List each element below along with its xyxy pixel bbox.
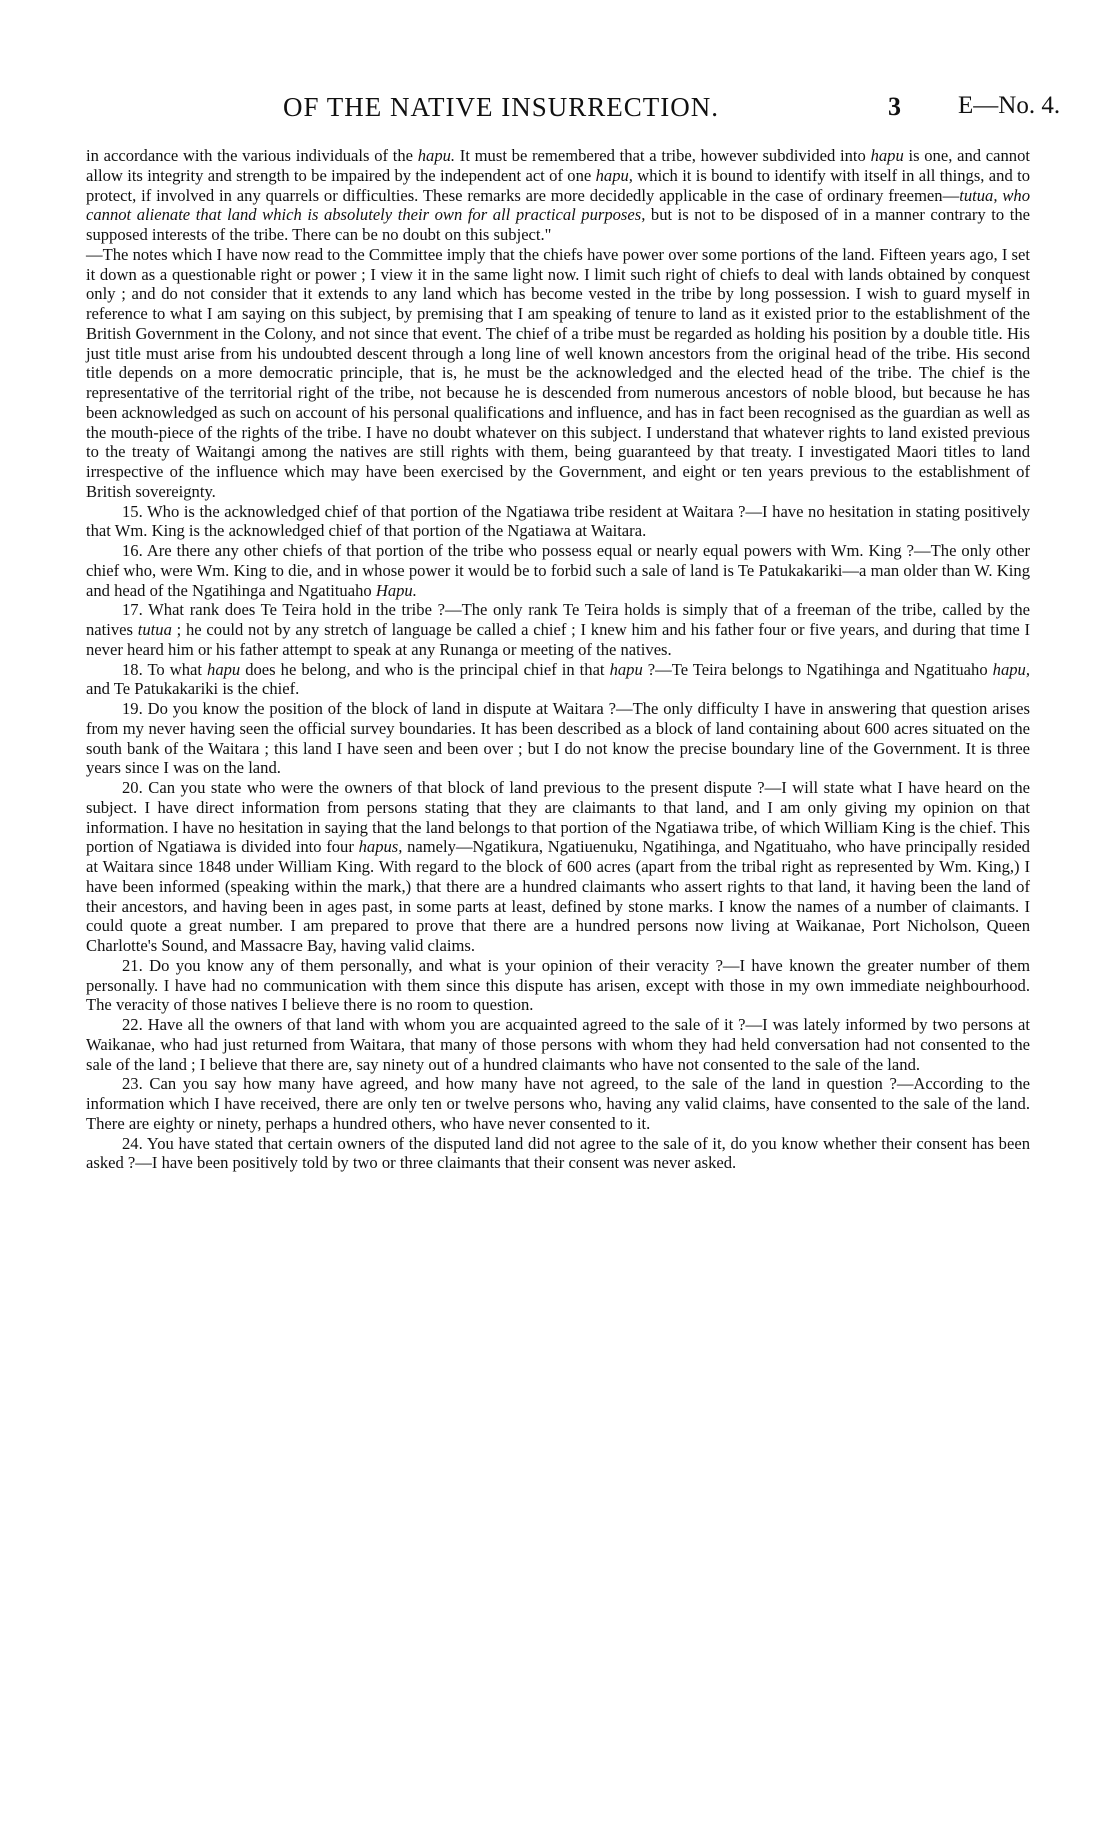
text-run: ; he could not by any stretch of language be called a chief ; I knew him and his father four or five years, and during that time I never heard him or his father attempt to speak at any Runanga or meeting of the natives. bbox=[86, 620, 1030, 659]
italic-text: hapu bbox=[870, 146, 904, 165]
italic-text: hapu, bbox=[992, 659, 1030, 679]
italic-text: hapu, bbox=[595, 165, 633, 185]
italic-text: hapus, bbox=[358, 837, 403, 857]
paragraph bbox=[86, 699, 1030, 778]
text-run: 21. Do you know any of them personally, and what is your opinion of their veracity ?—I have known the greater number of them personally. I have had no communication with them since this dispute has arisen, except with those in my own immediate neighbourhood. The veracity of those natives I believe there is no room to question. bbox=[86, 955, 1030, 1015]
text-run: is one, and cannot allow its integrity and strength to be impaired by the independent act of one bbox=[86, 146, 1030, 185]
text-run: which it is bound to identify with itself in all things, and to protect, if involved in any quarrels or difficulties. These remarks are more decidedly applicable in the case of ordinary freemen— bbox=[86, 165, 1030, 205]
paragraph bbox=[86, 1074, 1030, 1133]
text-run: 24. You have stated that certain owners of the disputed land did not agree to the sale of it, do you know whether their consent has been asked ?—I have been positively told by two or three claimants that their consent was never asked. bbox=[86, 1133, 1030, 1173]
text-run: ?—Te Teira belongs to Ngatihinga and Ngatituaho bbox=[642, 659, 993, 679]
text-run: 15. Who is the acknowledged chief of that portion of the Ngatiawa tribe resident at Waitara ?—I have no hesitation in stating positively that Wm. King is the acknowledged chief of that portion of the Ngatiawa at Waitara. bbox=[86, 501, 1030, 541]
italic-text: hapu bbox=[207, 659, 241, 679]
italic-text: hapu. bbox=[417, 146, 456, 165]
paragraph bbox=[86, 600, 1030, 659]
paragraph bbox=[86, 1015, 1030, 1074]
page-number: 3 bbox=[888, 92, 901, 121]
text-run: does he belong, and who is the principal chief in that bbox=[240, 659, 610, 679]
text-run: It must be remembered that a tribe, however subdivided into bbox=[455, 146, 871, 165]
paragraph bbox=[86, 502, 1030, 542]
paragraph bbox=[86, 146, 1030, 245]
text-run: 16. Are there any other chiefs of that portion of the tribe who possess equal or nearly equal powers with Wm. King ?—The only other chief who, were Wm. King to die, and in whose power it would be to forbid such a sale of land is Te Patukakariki—a man older than W. King and head of the Ngatihinga and Ngatituaho bbox=[86, 541, 1030, 600]
paragraph bbox=[86, 541, 1030, 600]
body-text bbox=[86, 146, 1030, 1173]
text-run: 22. Have all the owners of that land with whom you are acquainted agreed to the sale of it ?—I was lately informed by two persons at Waikanae, who had just returned from Waitara, that many of those persons with whom they had held conversation had not consented to the sale of the land ; I believe that there are, say ninety out of a hundred claimants who have not consented to the sale of the land. bbox=[86, 1015, 1030, 1074]
document-reference: E—No. 4. bbox=[958, 92, 1061, 119]
paragraph bbox=[86, 1134, 1030, 1174]
italic-text: hapu bbox=[609, 659, 643, 679]
text-run: 19. Do you know the position of the block of land in dispute at Waitara ?—The only difficulty I have in answering that question arises from my never having seen the official survey boundaries. It has been described as a block of land containing about 600 acres situated on the south bank of the Waitara ; this land I have seen and been over ; but I do not know the precise boundary line of the Government. It is three years since I was on the land. bbox=[86, 699, 1030, 778]
italic-text: tutua bbox=[137, 620, 172, 639]
text-run: 20. Can you state who were the owners of that block of land previous to the present dispute ?—I will state what I have heard on the subject. I have direct information from persons stating that they are claimants to that land, and I am only giving my opinion on that information. I have no hesitation in saying that the land belongs to that portion of the Ngatiawa tribe, of which William King is the chief. This portion of Ngatiawa is divided into four bbox=[86, 778, 1030, 857]
text-run: namely—Ngatikura, Ngatiuenuku, Ngatihinga, and Ngatituaho, who have principally resided at Waitara since 1848 under William King. With regard to the block of 600 acres (apart from the tribal right as represented by Wm. King,) I have been informed (speaking within the mark,) that there are a hundred claimants who assert rights to that land, it having been the land of their ancestors, and having been in ages past, in some parts at least, defined by stone marks. I know the names of a number of claimants. I could quote a great number. I am prepared to prove that there are a hundred persons now living at Waikanae, Port Nicholson, Queen Charlotte's Sound, and Massacre Bay, having valid claims. bbox=[86, 837, 1030, 955]
paragraph bbox=[86, 956, 1030, 1015]
page-header bbox=[0, 92, 1114, 132]
text-run: but is not to be disposed of in a manner contrary to the supposed interests of the tribe. There can be no doubt on this subject." bbox=[86, 205, 1030, 244]
paragraph bbox=[86, 778, 1030, 956]
running-title: OF THE NATIVE INSURRECTION. bbox=[283, 92, 719, 122]
text-run: 17. What rank does Te Teira hold in the tribe ?—The only rank Te Teira holds is simply that of a freeman of the tribe, called by the natives bbox=[86, 600, 1030, 639]
text-run: and Te Patukakariki is the chief. bbox=[86, 679, 300, 699]
paragraph bbox=[86, 660, 1030, 700]
italic-text: Hapu. bbox=[375, 580, 417, 600]
text-run: in accordance with the various individuals of the bbox=[86, 146, 418, 165]
text-run: —The notes which I have now read to the Committee imply that the chiefs have power over some portions of the land. Fifteen years ago, I set it down as a questionable right or power ; I view it in the same light now. I limit such right of chiefs to deal with lands obtained by conquest only ; and do not consider that it extends to any land which has become vested in the tribe by long possession. I wish to guard myself in reference to what I am saying on this subject, by premising that I am speaking of tenure to land as it existed prior to the establishment of the British Government in the Colony, and not since that event. The chief of a tribe must be regarded as holding his position by a double title. His just title must arise from his undoubted descent through a long line of well known ancestors from the original head of the tribe. His second title depends on a more democratic principle, that is, he must be the acknowledged and the elected head of the tribe. The chief is the representative of the territorial right of the tribe, not because he is descended from numerous ancestors of noble blood, but because he has been acknowledged as such on account of his personal qualifications and influence, and has in fact been recognised as the guardian as well as the mouth-piece of the rights of the tribe. I have no doubt whatever on this subject. I understand that whatever rights to land existed previous to the treaty of Waitangi among the natives are still rights with them, being guaranteed by that treaty. I investigated Maori titles to land irrespective of the influence which may have been exercised by the Government, and eight or ten years previous to the establishment of British sovereignty. bbox=[86, 244, 1030, 501]
italic-text: tutua, who cannot alienate that land which is absolutely their own for all practical purposes, bbox=[86, 185, 1030, 225]
paragraph bbox=[86, 245, 1030, 502]
text-run: 23. Can you say how many have agreed, and how many have not agreed, to the sale of the land in question ?—According to the information which I have received, there are only ten or twelve persons who, having any valid claims, have consented to the sale of the land. There are eighty or ninety, perhaps a hundred others, who have never consented to it. bbox=[86, 1074, 1030, 1133]
text-run: 18. To what bbox=[122, 659, 208, 679]
